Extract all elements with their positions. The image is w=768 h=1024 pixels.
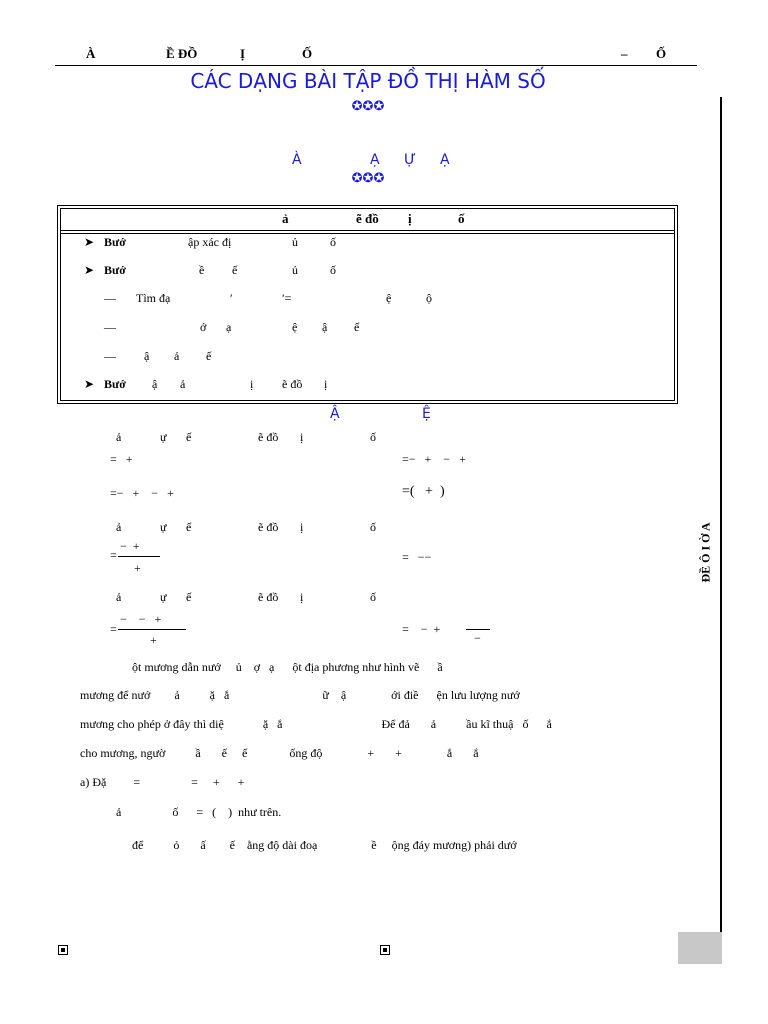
ex1-w3: ế [186, 430, 192, 444]
row6-t2: ả [180, 377, 186, 391]
ex3-w4: ẽ đồ [258, 590, 279, 604]
box-title-b: ẽ đồ [356, 211, 379, 226]
row6-t4: ẽ đồ [282, 377, 303, 391]
ex2-eq: = [110, 548, 117, 562]
section-h-c: Ự [404, 152, 417, 168]
ex2-w2: ự [160, 520, 167, 534]
ex1-w2: ự [160, 430, 167, 444]
ex2-fraction-bar [118, 556, 160, 557]
row4-t1: ớ [200, 320, 207, 334]
ex3-eq: = [110, 622, 117, 636]
ex1-formula-b: =− + − + [402, 452, 466, 466]
square-bullet-icon [380, 945, 390, 955]
ex3-small-denominator: − [474, 631, 481, 645]
row3-t5: ộ [426, 291, 432, 305]
ex3-numerator: − − + [120, 612, 162, 626]
ex3-w5: ị [300, 590, 304, 604]
problem-line-7: để ỏ ấ ế ằng độ dài đoạ ề ộng đáy mương) phải dướ [132, 838, 517, 852]
row6-label: Bướ [104, 377, 126, 391]
section-h-b: Ạ [370, 152, 380, 168]
sidebar-rule [720, 97, 722, 935]
header-c: Ị [240, 46, 246, 61]
problem-line-1: ột mương dẫn nướ ủ ợ ạ ột địa phương như hình vẽ ầ [132, 660, 443, 674]
row1-marker: ➤ [84, 235, 95, 249]
box-title-d: ố [458, 211, 465, 226]
sidebar-label: ĐỀ Ô I Ờ A [698, 522, 713, 583]
row5-t2: ả [174, 349, 180, 363]
title-ornament: ✪✪✪ [351, 99, 385, 114]
row2-label: Bướ [104, 263, 126, 277]
row3-t4: ệ [386, 291, 392, 305]
header-dash: – [621, 46, 628, 61]
ex2-formula-b: = −− [402, 550, 432, 564]
section-ornament: ✪✪✪ [351, 171, 385, 186]
ex1-w6: ố [370, 430, 376, 444]
header-o: Ố [656, 46, 667, 61]
ex1-w4: ẽ đồ [258, 430, 279, 444]
row6-t5: ị [324, 377, 328, 391]
ex1-w5: ị [300, 430, 304, 444]
ex1-formula-a: = + [110, 452, 133, 466]
ex3-w1: ả [116, 590, 122, 604]
ex2-w6: ố [370, 520, 376, 534]
problem-line-6: ả ố = ( ) như trên. [116, 805, 282, 819]
ex3-w6: ố [370, 590, 376, 604]
row6-marker: ➤ [84, 377, 95, 391]
ex1-w1: ả [116, 430, 122, 444]
problem-line-3: mương cho phép ở đây thì diệ ặ ắ Để đả ả ầu kĩ thuậ ố ắ [80, 717, 552, 731]
row2-t1: ề [199, 263, 205, 277]
method-box-divider-2 [60, 233, 674, 234]
section-h-a: À [292, 152, 302, 168]
ex3-formula-b: = − + [402, 622, 441, 636]
ex2-w4: ẽ đồ [258, 520, 279, 534]
row4-t5: ế [354, 320, 360, 334]
row5-marker: — [104, 349, 116, 363]
ex2-w1: ả [116, 520, 122, 534]
method-box-divider-1 [60, 230, 674, 231]
page-title: CÁC DẠNG BÀI TẬP ĐỒ THỊ HÀM SỐ [190, 69, 546, 93]
row2-t4: ố [330, 263, 336, 277]
row2-t2: ế [232, 263, 238, 277]
ex3-w2: ự [160, 590, 167, 604]
box-title-a: ả [282, 211, 289, 226]
row2-t3: ủ [292, 263, 298, 277]
ex1-formula-d: =( + ) [402, 484, 445, 499]
row3-t2: ′ [230, 291, 233, 305]
row1-t2: ủ [292, 235, 298, 249]
header-rule [55, 65, 697, 66]
problem-line-4: cho mương, ngườ ầ ế ế ống độ + + ắ ắ [80, 746, 479, 760]
ex2-numerator: − + [120, 539, 140, 553]
ex3-w3: ế [186, 590, 192, 604]
row3-marker: — [104, 291, 116, 305]
row4-t2: ạ [226, 320, 232, 334]
box-title-c: ị [408, 211, 412, 226]
row1-label: Bướ [104, 235, 126, 249]
section-h-d: Ạ [440, 152, 450, 168]
row5-t1: ậ [144, 349, 150, 363]
row1-t1: ập xác đị [188, 235, 232, 249]
ex1-formula-c: =− + − + [110, 486, 174, 500]
examples-h-b: Ệ [422, 406, 431, 422]
ex2-w5: ị [300, 520, 304, 534]
row3-t3: ′= [282, 291, 292, 305]
problem-line-2: mương để nướ ả ặ ắ ữ ậ ới điề ện lưu lượng nướ [80, 688, 520, 702]
header-a: À [86, 46, 96, 61]
ex3-fraction-bar [118, 629, 186, 630]
ex2-denominator: + [134, 561, 141, 575]
ex3-denominator: + [150, 633, 157, 647]
row4-marker: — [104, 320, 116, 334]
header-d: Ố [302, 46, 313, 61]
ex2-w3: ế [186, 520, 192, 534]
row1-t3: ố [330, 235, 336, 249]
row4-t4: ậ [322, 320, 328, 334]
row5-t3: ế [206, 349, 212, 363]
row6-t3: ị [250, 377, 254, 391]
problem-line-5: a) Đặ = = + + [80, 775, 245, 789]
square-bullet-icon [58, 945, 68, 955]
examples-h-a: Ậ [330, 406, 340, 422]
header-b: Ề ĐỒ [166, 46, 198, 61]
row3-t1: Tìm đạ [136, 291, 171, 305]
ex3-small-fraction-bar [466, 629, 490, 630]
row6-t1: ậ [152, 377, 158, 391]
row2-marker: ➤ [84, 263, 95, 277]
row4-t3: ệ [292, 320, 298, 334]
page-number-tab [678, 932, 722, 964]
